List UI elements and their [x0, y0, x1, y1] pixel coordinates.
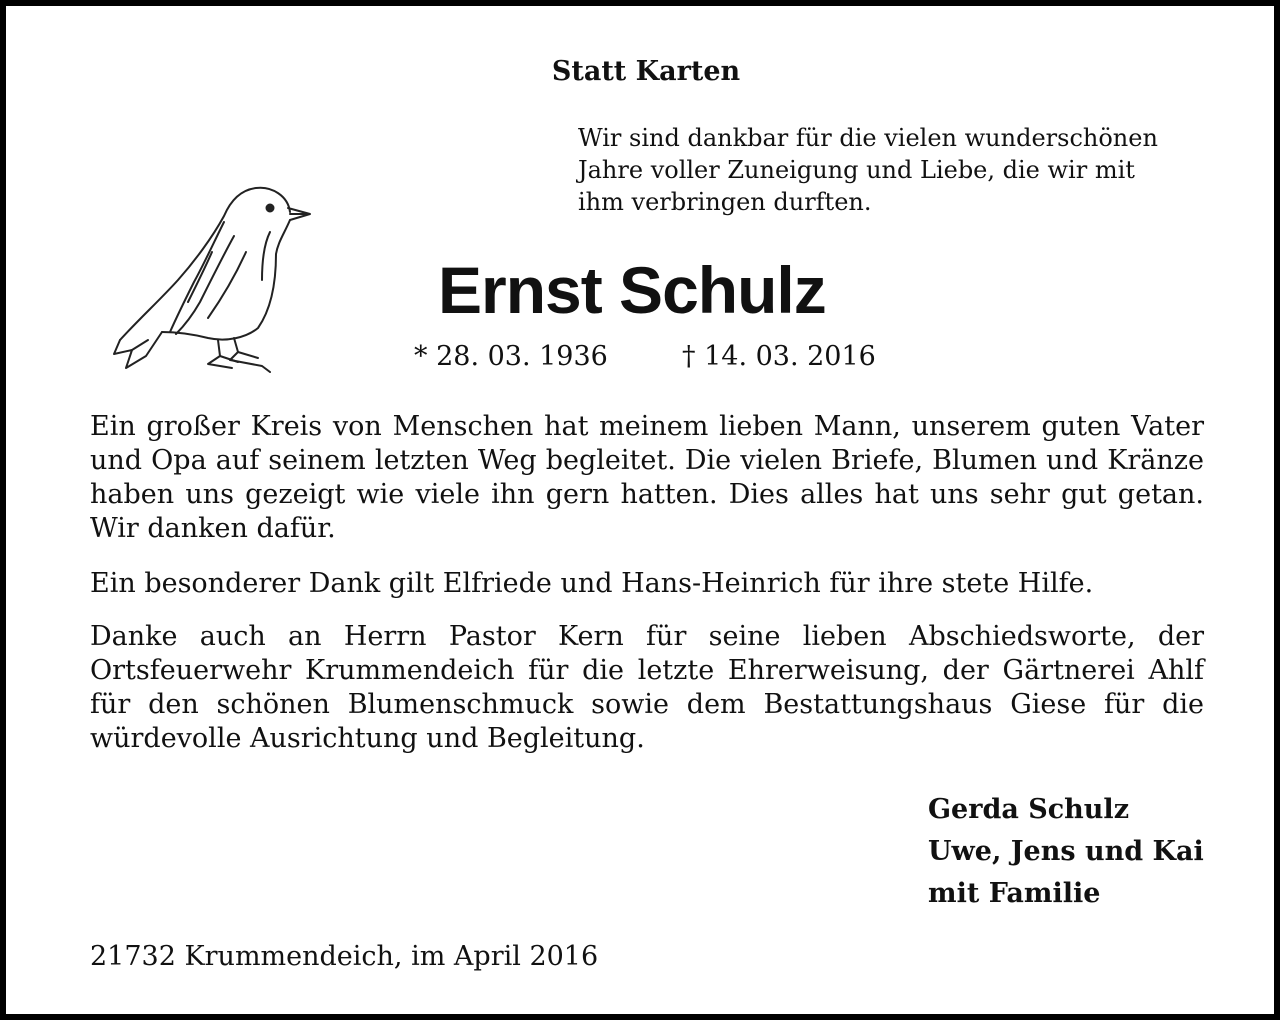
birth-date: * 28. 03. 1936 — [414, 341, 608, 372]
signature-line: mit Familie — [928, 878, 1101, 909]
thanks-paragraph: Danke auch an Herrn Pastor Kern für seine lieben Abschiedsworte, der Ortsfeuerwehr Krummendeich für die letzte Ehrerweisung, der Gärtnerei Ahlf für den schönen Blumenschmuck sowie dem Bestattungshaus Giese für die würdevolle Ausrichtung und Begleitung. — [90, 621, 1204, 754]
intro-text — [578, 122, 1218, 218]
header-title: Statt Karten — [551, 56, 741, 87]
intro-line: Jahre voller Zuneigung und Liebe, die wir mit — [578, 156, 1135, 184]
intro-line: Wir sind dankbar für die vielen wunderschönen — [578, 124, 1158, 152]
signature-block — [928, 789, 1204, 915]
death-date: † 14. 03. 2016 — [682, 341, 876, 372]
place-date: 21732 Krummendeich, im April 2016 — [90, 941, 599, 972]
thanks-paragraph: Ein großer Kreis von Menschen hat meinem lieben Mann, unserem guten Vater und Opa auf seinem letzten Weg begleitet. Die vielen Briefe, Blumen und Kränze haben uns gezeigt wie viele ihn gern hatten. Dies alles hat uns sehr gut getan. Wir danken dafür. — [90, 411, 1204, 544]
signature-line: Uwe, Jens und Kai — [928, 836, 1204, 867]
bird-icon — [112, 182, 318, 378]
deceased-name: Ernst Schulz — [438, 253, 826, 327]
signature-line: Gerda Schulz — [928, 794, 1130, 825]
intro-line: ihm verbringen durften. — [578, 188, 872, 216]
thanks-paragraph: Ein besonderer Dank gilt Elfriede und Hans-Heinrich für ihre stete Hilfe. — [90, 568, 1094, 599]
